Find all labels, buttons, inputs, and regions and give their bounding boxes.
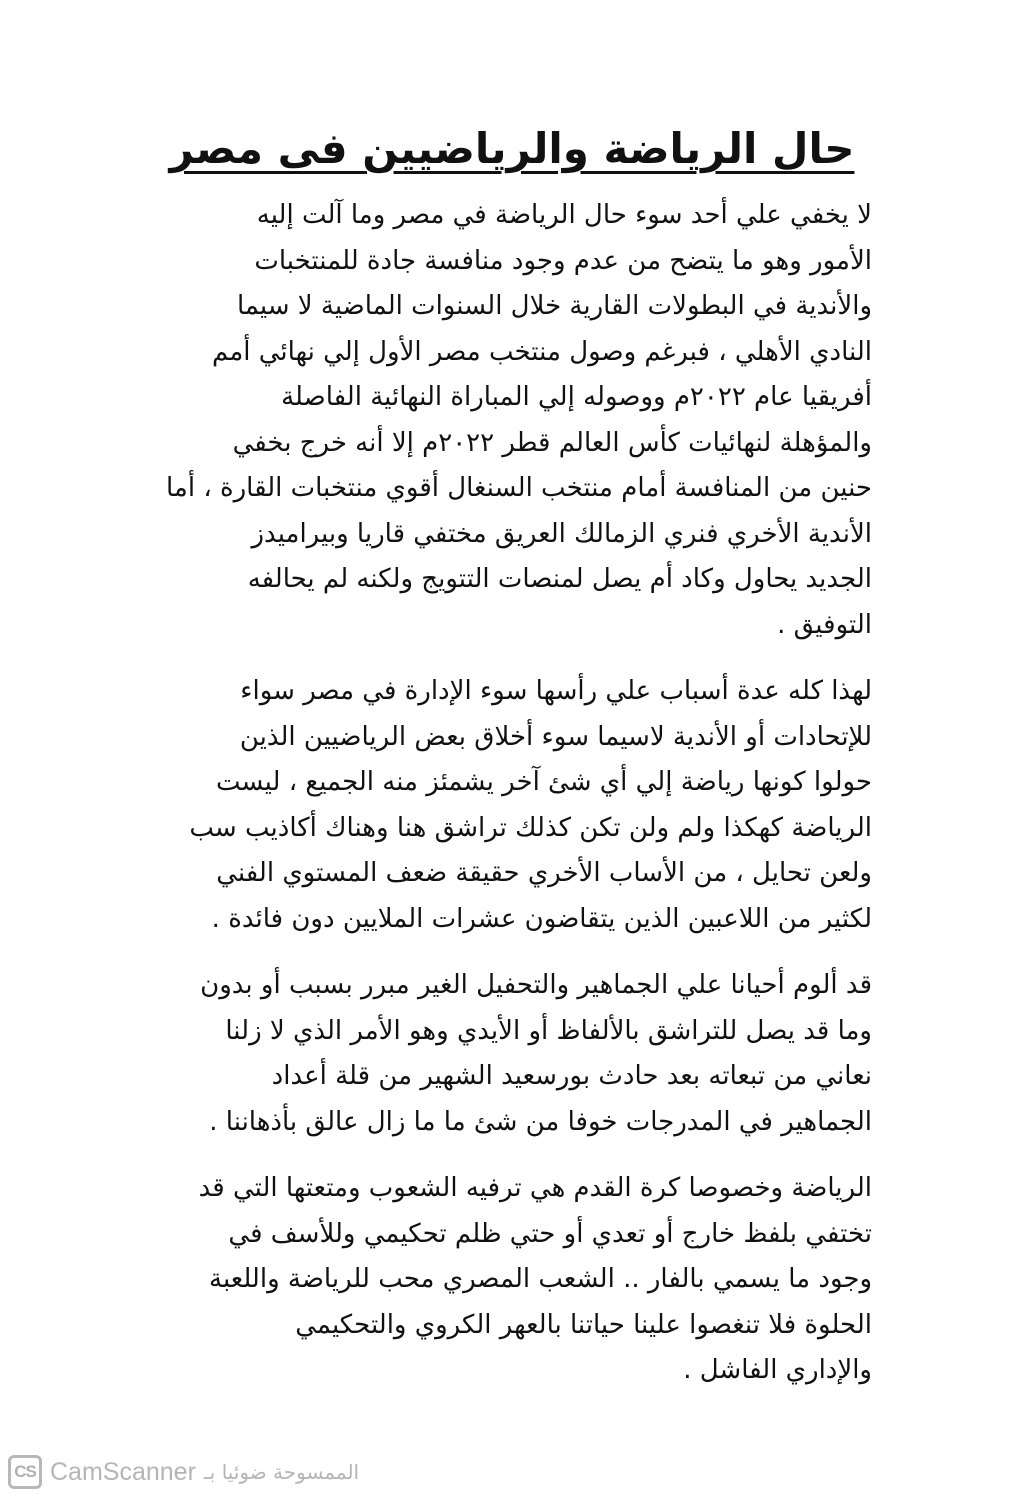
text-line: الجديد يحاول وكاد أم يصل لمنصات التتويج ولكنه لم يحالفه — [247, 564, 872, 594]
text-line: التوفيق . — [777, 609, 872, 640]
text-line: الأمور وهو ما يتضح من عدم وجود منافسة جادة للمنتخبات — [254, 245, 872, 276]
paragraph-4 — [150, 1166, 872, 1394]
paragraph-1 — [150, 193, 872, 648]
text-line: الجماهير في المدرجات خوفا من شئ ما ما زال عالق بأذهاننا . — [209, 1106, 872, 1137]
document-body — [150, 193, 872, 1415]
text-line: النادي الأهلي ، فبرغم وصول منتخب مصر الأول إلي نهائي أمم — [212, 336, 872, 367]
scanned-by-label: الممسوحة ضوئيا بـ — [203, 1460, 360, 1484]
text-line: والإداري الفاشل . — [683, 1355, 872, 1385]
text-line: حنين من المنافسة أمام منتخب السنغال أقوي منتخبات القارة ، أما — [165, 473, 872, 503]
text-line: الحلوة فلا تنغصوا علينا حياتنا بالعهر الكروي والتحكيمي — [295, 1309, 872, 1340]
camscanner-watermark — [8, 1452, 359, 1492]
text-line: للإتحادات أو الأندية لاسيما سوء أخلاق بعض الرياضيين الذين — [239, 721, 872, 752]
text-line: والمؤهلة لنهائيات كأس العالم قطر ٢٠٢٢م إلا أنه خرج بخفي — [232, 427, 872, 458]
text-line: تختفي بلفظ خارج أو تعدي أو حتي ظلم تحكيمي وللأسف في — [228, 1218, 872, 1249]
text-line: الرياضة وخصوصا كرة القدم هي ترفيه الشعوب ومتعتها التي قد — [198, 1173, 872, 1203]
document-title: حال الرياضة والرياضيين فى مصر — [169, 124, 855, 173]
text-line: حولوا كونها رياضة إلي أي شئ آخر يشمئز منه الجميع ، ليست — [215, 767, 872, 797]
camscanner-brand: CamScanner — [50, 1457, 196, 1486]
camscanner-logo-icon: CS — [8, 1455, 42, 1489]
text-line: الأندية الأخري فنري الزمالك العريق مختفي قاريا وبيراميدز — [251, 518, 872, 549]
text-line: والأندية في البطولات القارية خلال السنوات الماضية لا سيما — [236, 291, 872, 321]
text-line: ولعن تحايل ، من الأساب الأخري حقيقة ضعف المستوي الفني — [216, 858, 872, 888]
text-line: وجود ما يسمي بالفار .. الشعب المصري محب للرياضة واللعبة — [209, 1264, 872, 1294]
paragraph-3 — [150, 963, 872, 1145]
text-line: وما قد يصل للتراشق بالألفاظ أو الأيدي وهو الأمر الذي لا زلنا — [225, 1015, 872, 1046]
text-line: لا يخفي علي أحد سوء حال الرياضة في مصر وما آلت إليه — [256, 200, 872, 230]
text-line: أفريقيا عام ٢٠٢٢م ووصوله إلي المباراة النهائية الفاصلة — [281, 382, 872, 412]
text-line: نعاني من تبعاته بعد حادث بورسعيد الشهير من قلة أعداد — [271, 1061, 872, 1091]
text-line: لهذا كله عدة أسباب علي رأسها سوء الإدارة في مصر سواء — [240, 676, 872, 706]
paragraph-2 — [150, 669, 872, 942]
text-line: قد ألوم أحيانا علي الجماهير والتحفيل الغير مبرر بسبب أو بدون — [200, 970, 872, 1000]
text-line: لكثير من اللاعبين الذين يتقاضون عشرات الملايين دون فائدة . — [211, 903, 872, 934]
text-line: الرياضة كهكذا ولم ولن تكن كذلك تراشق هنا وهناك أكاذيب سب — [189, 812, 872, 843]
